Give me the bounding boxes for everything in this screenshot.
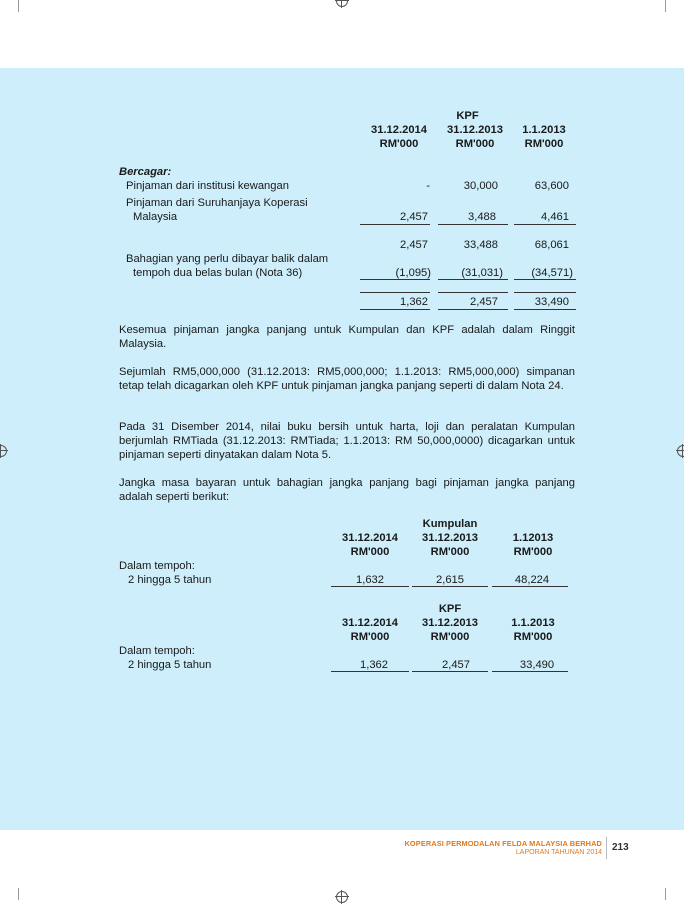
maturity-group-header-date: 1.12013 bbox=[512, 532, 554, 544]
maturity-kpf-header-unit: RM'000 bbox=[430, 631, 470, 643]
paragraph: Jangka masa bayaran untuk bahagian jangka panjang bagi pinjaman jangka panjang adalah seperti berikut: bbox=[119, 477, 575, 504]
cell-value: (34,571) bbox=[531, 267, 573, 279]
row-label: Malaysia bbox=[133, 211, 178, 223]
cell-value: (1,095) bbox=[395, 267, 431, 279]
cell-value: 68,061 bbox=[534, 239, 569, 251]
total-underline bbox=[514, 309, 576, 310]
paragraph: Sejumlah RM5,000,000 (31.12.2013: RM5,000,000; 1.1.2013: RM5,000,000) simpanan tetap telah dicagarkan oleh KPF untuk pinjaman jangka panjang seperti di dalam Nota 24. bbox=[119, 366, 575, 393]
total-underline bbox=[438, 309, 508, 310]
total-value: 1,362 bbox=[400, 296, 428, 308]
underline bbox=[438, 279, 508, 280]
underline bbox=[514, 224, 576, 225]
cell-value: 3,488 bbox=[468, 211, 496, 223]
underline bbox=[438, 224, 508, 225]
underline bbox=[514, 279, 576, 280]
row-label: Bahagian yang perlu dibayar balik dalam bbox=[126, 253, 329, 265]
underline bbox=[360, 279, 430, 280]
paragraph: Kesemua pinjaman jangka panjang untuk Kumpulan dan KPF adalah dalam Ringgit Malaysia. bbox=[119, 324, 575, 351]
row-label: 2 hingga 5 tahun bbox=[128, 659, 212, 671]
loan-table-header-date: 1.1.2013 bbox=[522, 124, 566, 136]
cell-value: 2,457 bbox=[400, 211, 428, 223]
crop-mark bbox=[665, 0, 666, 12]
cell-value: 2,457 bbox=[400, 239, 428, 251]
crop-mark bbox=[665, 888, 666, 900]
cell-value: (31,031) bbox=[461, 267, 503, 279]
total-top-line bbox=[360, 292, 430, 293]
section-heading: Dalam tempoh: bbox=[119, 560, 195, 572]
registration-mark-bottom bbox=[336, 891, 348, 903]
cell-value: 30,000 bbox=[463, 180, 498, 192]
maturity-kpf-header-date: 31.12.2014 bbox=[342, 617, 398, 629]
crop-mark bbox=[18, 0, 19, 12]
maturity-kpf-header-unit: RM'000 bbox=[513, 631, 553, 643]
row-label: Pinjaman dari institusi kewangan bbox=[126, 180, 289, 192]
section-heading: Bercagar: bbox=[119, 166, 172, 178]
loan-table-entity: KPF bbox=[456, 110, 479, 122]
footer-divider bbox=[606, 837, 607, 859]
underline bbox=[331, 586, 409, 587]
underline bbox=[360, 224, 430, 225]
total-top-line bbox=[438, 292, 508, 293]
underline bbox=[331, 671, 409, 672]
footer-organization: KOPERASI PERMODALAN FELDA MALAYSIA BERHAD bbox=[404, 839, 602, 848]
cell-value: 1,632 bbox=[356, 574, 384, 586]
loan-table-header-unit: RM'000 bbox=[524, 138, 564, 150]
row-label: Pinjaman dari Suruhanjaya Koperasi bbox=[126, 197, 308, 209]
page-number: 213 bbox=[612, 842, 629, 853]
loan-table-header-date: 31.12.2014 bbox=[371, 124, 427, 136]
maturity-kpf-entity: KPF bbox=[438, 603, 462, 615]
maturity-group-header-unit: RM'000 bbox=[513, 546, 553, 558]
maturity-group-entity: Kumpulan bbox=[422, 518, 478, 530]
maturity-group-header-date: 31.12.2014 bbox=[342, 532, 398, 544]
row-label: 2 hingga 5 tahun bbox=[128, 574, 212, 586]
loan-table-header-date: 31.12.2013 bbox=[447, 124, 503, 136]
row-label: tempoh dua belas bulan (Nota 36) bbox=[133, 267, 303, 279]
total-value: 2,457 bbox=[470, 296, 498, 308]
loan-table-header-unit: RM'000 bbox=[455, 138, 495, 150]
total-underline bbox=[360, 309, 430, 310]
paragraph: Pada 31 Disember 2014, nilai buku bersih untuk harta, loji dan peralatan Kumpulan berjumlah RMTiada (31.12.2013: RMTiada; 1.1.2013: RM 50,000,0000) dicagarkan untuk pinjaman seperti dinyatakan dalam Nota 5. bbox=[119, 421, 575, 462]
maturity-kpf-header-unit: RM'000 bbox=[350, 631, 390, 643]
registration-mark-top bbox=[336, 0, 348, 7]
section-heading: Dalam tempoh: bbox=[119, 645, 195, 657]
footer-report-title: LAPORAN TAHUNAN 2014 bbox=[515, 849, 602, 856]
cell-value: 2,615 bbox=[436, 574, 464, 586]
cell-value: - bbox=[426, 180, 430, 192]
maturity-group-header-date: 31.12.2013 bbox=[422, 532, 478, 544]
crop-mark bbox=[18, 888, 19, 900]
underline bbox=[492, 671, 568, 672]
cell-value: 48,224 bbox=[514, 574, 550, 586]
cell-value: 63,600 bbox=[534, 180, 569, 192]
maturity-kpf-header-date: 1.1.2013 bbox=[511, 617, 555, 629]
maturity-kpf-header-date: 31.12.2013 bbox=[422, 617, 478, 629]
cell-value: 2,457 bbox=[442, 659, 470, 671]
cell-value: 4,461 bbox=[541, 211, 569, 223]
maturity-group-header-unit: RM'000 bbox=[350, 546, 390, 558]
cell-value: 33,488 bbox=[463, 239, 498, 251]
registration-mark-right bbox=[677, 445, 684, 457]
total-top-line bbox=[514, 292, 576, 293]
cell-value: 33,490 bbox=[519, 659, 555, 671]
loan-table-header-unit: RM'000 bbox=[379, 138, 419, 150]
underline bbox=[412, 671, 488, 672]
total-value: 33,490 bbox=[534, 296, 569, 308]
underline bbox=[412, 586, 488, 587]
maturity-group-header-unit: RM'000 bbox=[430, 546, 470, 558]
underline bbox=[492, 586, 568, 587]
cell-value: 1,362 bbox=[360, 659, 388, 671]
